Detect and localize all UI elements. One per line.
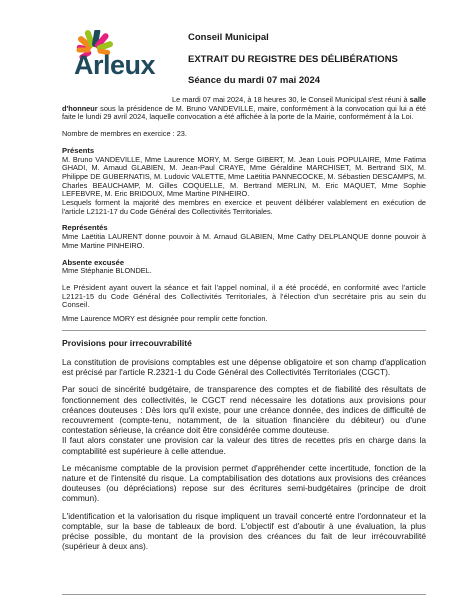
provisions-title: Provisions pour irrecouvrabilité bbox=[62, 337, 192, 348]
extract-title: EXTRAIT DU REGISTRE DES DÉLIBÉRATIONS bbox=[188, 54, 398, 65]
presents-title: Présents bbox=[62, 145, 95, 155]
absent-title: Absente excusée bbox=[62, 257, 125, 267]
presents-list: M. Bruno VANDEVILLE, Mme Laurence MORY, M. Serge GIBERT, M. Jean Louis POPULAIRE, Mme Fatima GHADI, M. Arnaud GLABIEN, M. Jean-Paul CRAYE, Mme Géraldine MARCHISET, M. Bertrand SIX, M. Philippe DE GUBERNATIS, M. Ludovic VALETTE, Mme Laëtitia PANNECOCKE, M. Sébastien DESCAMPS, M. Charles BEAUCHAMP, M. Gilles COQUELLE, M. Bertrand MERLIN, M. Eric MAQUET, Mme Sophie LEFEBVRE, M. Eric BRIDOUX, Mme Martine PINHEIRO. bbox=[62, 154, 426, 199]
secretary-designation: Mme Laurence MORY est désignée pour remplir cette fonction. bbox=[62, 314, 268, 324]
intro-part1: Le mardi 07 mai 2024, à 18 heures 30, le Conseil Municipal s'est réuni à bbox=[172, 95, 410, 104]
members-count: Nombre de membres en exercice : 23. bbox=[62, 129, 187, 139]
bottom-divider bbox=[62, 594, 426, 595]
council-title: Conseil Municipal bbox=[188, 32, 269, 43]
president-note: Le Président ayant ouvert la séance et fait l'appel nominal, il a été procédé, en conformité avec l'article L2121-15 du Code Général des Collectivités Territoriales, à l'élection d'un secrétaire pris au sein du Conseil. bbox=[62, 282, 426, 310]
provisions-paragraph: L'identification et la valorisation du risque impliquent un travail concerté entre l'ordonnateur et la comptable, sur la base de tableaux de bord. L'objectif est d'aboutir à une évaluation, la plus précise possible, du montant de la provision des créances du fait de leur irrécouvrabilité (supérieur à deux ans). bbox=[62, 510, 426, 552]
logo-name: Arleux bbox=[74, 50, 156, 80]
session-date: Séance du mardi 07 mai 2024 bbox=[188, 75, 321, 86]
logo-ray bbox=[88, 33, 92, 44]
document-header bbox=[188, 32, 428, 86]
represented-title: Représentés bbox=[62, 223, 108, 233]
arleux-logo bbox=[60, 30, 170, 100]
absent-list: Mme Stéphanie BLONDEL. bbox=[62, 266, 152, 276]
intro-part2: sous la présidence de M. Bruno VANDEVILLE, maire, conformément à la convocation qui lui a été faite le lundi 29 avril 2024, laquelle convocation a été affichée à la porte de la Mairie, conformément à la Loi. bbox=[62, 103, 426, 122]
represented-list: Mme Laëtitia LAURENT donne pouvoir à M. Arnaud GLABIEN, Mme Cathy DELPLANQUE donne pouvoir à Mme Martine PINHEIRO. bbox=[62, 232, 426, 250]
intro-paragraph bbox=[62, 96, 426, 122]
logo-ray bbox=[100, 44, 110, 48]
provisions-paragraph: La constitution de provisions comptables est une dépense obligatoire et son champ d'application est précisé par l'article R.2321-1 du Code Général des Collectivités Territoriales (CGCT). bbox=[62, 356, 426, 378]
provisions-paragraph: Par souci de sincérité budgétaire, de transparence des comptes et de fiabilité des résultats de fonctionnement des collectivités, le CGCT rend nécessaire les dotations aux provisions pour créances douteuses : Dès lors qu'il existe, pour une créance donnée, des indices de difficulté de recouvrement (compte-tenu, notamment, de la situation financière du débiteur) ou d'une contestation sérieuse, la créance doit être considérée comme douteuse. Il faut alors constater une provision car la valeur des titres de recettes pris en charge dans la comptabilité est supérieure à celle attendue. bbox=[62, 384, 426, 456]
provisions-section bbox=[62, 338, 426, 552]
quorum-statement: Lesquels forment la majorité des membres en exercice et peuvent délibérer valablement en exécution de l'article L2121-17 du Code Général des Collectivités Territoriales. bbox=[62, 198, 426, 216]
intro-location: salle d'honneur bbox=[62, 95, 426, 113]
provisions-paragraph: Le mécanisme comptable de la provision permet d'appréhender cette incertitude, fonction de la nature et de l'intensité du risque. La comptabilisation des dotations aux provisions des créances douteuses (ou dépréciations) repose sur des écritures semi-budgétaires (principe de droit commun). bbox=[62, 462, 426, 504]
section-divider bbox=[62, 330, 426, 331]
document-body bbox=[62, 96, 426, 558]
